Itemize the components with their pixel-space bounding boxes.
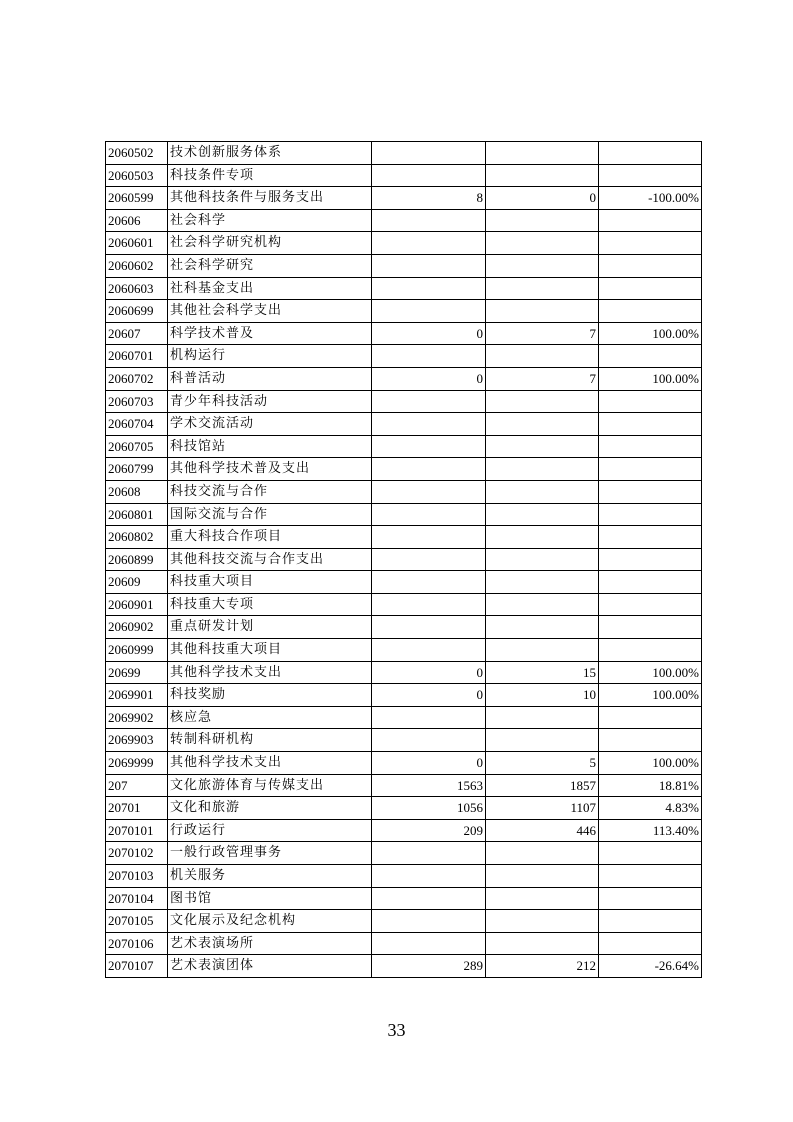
prior-year-value-cell: 209 (372, 819, 486, 842)
account-code-cell: 2060503 (106, 164, 168, 187)
current-year-value-cell (486, 254, 599, 277)
current-year-value-cell (486, 639, 599, 662)
account-name-cell: 科技重大项目 (168, 571, 372, 594)
account-name-cell: 文化和旅游 (168, 797, 372, 820)
change-percent-cell (599, 277, 702, 300)
change-percent-cell: 100.00% (599, 661, 702, 684)
account-code-cell: 20609 (106, 571, 168, 594)
change-percent-cell (599, 300, 702, 323)
current-year-value-cell: 1857 (486, 774, 599, 797)
account-name-cell: 核应急 (168, 706, 372, 729)
account-name-cell: 文化旅游体育与传媒支出 (168, 774, 372, 797)
account-code-cell: 2070107 (106, 955, 168, 978)
current-year-value-cell (486, 413, 599, 436)
account-code-cell: 2070102 (106, 842, 168, 865)
table-row (106, 142, 702, 165)
change-percent-cell (599, 480, 702, 503)
account-name-cell: 其他科学技术支出 (168, 752, 372, 775)
prior-year-value-cell (372, 910, 486, 933)
change-percent-cell (599, 910, 702, 933)
current-year-value-cell (486, 480, 599, 503)
table-row (106, 932, 702, 955)
current-year-value-cell (486, 209, 599, 232)
current-year-value-cell: 212 (486, 955, 599, 978)
prior-year-value-cell: 0 (372, 322, 486, 345)
change-percent-cell (599, 842, 702, 865)
prior-year-value-cell (372, 593, 486, 616)
prior-year-value-cell: 289 (372, 955, 486, 978)
prior-year-value-cell (372, 503, 486, 526)
prior-year-value-cell (372, 706, 486, 729)
account-name-cell: 青少年科技活动 (168, 390, 372, 413)
change-percent-cell (599, 503, 702, 526)
table-row (106, 480, 702, 503)
account-code-cell: 2060601 (106, 232, 168, 255)
prior-year-value-cell (372, 887, 486, 910)
account-name-cell: 科技条件专项 (168, 164, 372, 187)
table-row (106, 187, 702, 210)
account-name-cell: 科普活动 (168, 367, 372, 390)
account-name-cell: 一般行政管理事务 (168, 842, 372, 865)
table-row (106, 661, 702, 684)
current-year-value-cell (486, 706, 599, 729)
table-row (106, 752, 702, 775)
account-name-cell: 社会科学研究机构 (168, 232, 372, 255)
account-code-cell: 2070106 (106, 932, 168, 955)
prior-year-value-cell (372, 345, 486, 368)
change-percent-cell (599, 164, 702, 187)
account-name-cell: 重大科技合作项目 (168, 526, 372, 549)
change-percent-cell (599, 639, 702, 662)
table-row (106, 367, 702, 390)
current-year-value-cell (486, 458, 599, 481)
change-percent-cell: 113.40% (599, 819, 702, 842)
change-percent-cell (599, 254, 702, 277)
prior-year-value-cell (372, 616, 486, 639)
change-percent-cell (599, 616, 702, 639)
current-year-value-cell (486, 390, 599, 413)
current-year-value-cell: 15 (486, 661, 599, 684)
prior-year-value-cell (372, 526, 486, 549)
account-name-cell: 文化展示及纪念机构 (168, 910, 372, 933)
current-year-value-cell (486, 548, 599, 571)
change-percent-cell (599, 413, 702, 436)
account-name-cell: 科学技术普及 (168, 322, 372, 345)
table-row (106, 458, 702, 481)
account-name-cell: 社会科学 (168, 209, 372, 232)
current-year-value-cell (486, 503, 599, 526)
prior-year-value-cell: 0 (372, 367, 486, 390)
current-year-value-cell (486, 932, 599, 955)
account-name-cell: 其他科学技术支出 (168, 661, 372, 684)
account-code-cell: 2060799 (106, 458, 168, 481)
account-name-cell: 技术创新服务体系 (168, 142, 372, 165)
account-code-cell: 2060502 (106, 142, 168, 165)
table-row (106, 232, 702, 255)
table-row (106, 639, 702, 662)
table-row (106, 345, 702, 368)
table-row (106, 435, 702, 458)
account-code-cell: 2070103 (106, 865, 168, 888)
account-code-cell: 2069903 (106, 729, 168, 752)
account-name-cell: 其他科学技术普及支出 (168, 458, 372, 481)
account-name-cell: 其他科技交流与合作支出 (168, 548, 372, 571)
change-percent-cell (599, 345, 702, 368)
table-row (106, 616, 702, 639)
current-year-value-cell (486, 164, 599, 187)
account-code-cell: 2060702 (106, 367, 168, 390)
prior-year-value-cell: 8 (372, 187, 486, 210)
prior-year-value-cell (372, 435, 486, 458)
change-percent-cell (599, 142, 702, 165)
account-name-cell: 行政运行 (168, 819, 372, 842)
change-percent-cell: 18.81% (599, 774, 702, 797)
change-percent-cell: 100.00% (599, 752, 702, 775)
change-percent-cell (599, 232, 702, 255)
account-name-cell: 科技馆站 (168, 435, 372, 458)
account-name-cell: 科技交流与合作 (168, 480, 372, 503)
page-number: 33 (387, 1020, 406, 1040)
prior-year-value-cell (372, 390, 486, 413)
account-name-cell: 学术交流活动 (168, 413, 372, 436)
account-name-cell: 重点研发计划 (168, 616, 372, 639)
account-name-cell: 机关服务 (168, 865, 372, 888)
account-code-cell: 20608 (106, 480, 168, 503)
table-row (106, 706, 702, 729)
prior-year-value-cell (372, 865, 486, 888)
table-row (106, 797, 702, 820)
account-name-cell: 其他科技条件与服务支出 (168, 187, 372, 210)
account-name-cell: 机构运行 (168, 345, 372, 368)
prior-year-value-cell (372, 142, 486, 165)
account-code-cell: 2060999 (106, 639, 168, 662)
account-code-cell: 2069901 (106, 684, 168, 707)
prior-year-value-cell: 0 (372, 684, 486, 707)
change-percent-cell (599, 865, 702, 888)
current-year-value-cell: 5 (486, 752, 599, 775)
table-row (106, 774, 702, 797)
change-percent-cell: 100.00% (599, 684, 702, 707)
account-name-cell: 社会科学研究 (168, 254, 372, 277)
account-code-cell: 20607 (106, 322, 168, 345)
table-row (106, 254, 702, 277)
current-year-value-cell: 1107 (486, 797, 599, 820)
current-year-value-cell: 446 (486, 819, 599, 842)
account-code-cell: 2070104 (106, 887, 168, 910)
account-code-cell: 2060703 (106, 390, 168, 413)
account-code-cell: 20701 (106, 797, 168, 820)
change-percent-cell (599, 458, 702, 481)
current-year-value-cell (486, 865, 599, 888)
prior-year-value-cell (372, 254, 486, 277)
change-percent-cell (599, 209, 702, 232)
current-year-value-cell (486, 842, 599, 865)
account-name-cell: 艺术表演团体 (168, 955, 372, 978)
table-row (106, 209, 702, 232)
change-percent-cell (599, 593, 702, 616)
table-row (106, 887, 702, 910)
current-year-value-cell (486, 910, 599, 933)
prior-year-value-cell (372, 209, 486, 232)
account-name-cell: 国际交流与合作 (168, 503, 372, 526)
table-row (106, 413, 702, 436)
account-code-cell: 2070101 (106, 819, 168, 842)
change-percent-cell: -26.64% (599, 955, 702, 978)
account-code-cell: 2060902 (106, 616, 168, 639)
account-code-cell: 2060602 (106, 254, 168, 277)
current-year-value-cell (486, 571, 599, 594)
table-row (106, 955, 702, 978)
change-percent-cell (599, 887, 702, 910)
prior-year-value-cell (372, 548, 486, 571)
change-percent-cell (599, 548, 702, 571)
current-year-value-cell (486, 729, 599, 752)
change-percent-cell: 4.83% (599, 797, 702, 820)
prior-year-value-cell (372, 639, 486, 662)
change-percent-cell (599, 390, 702, 413)
prior-year-value-cell (372, 277, 486, 300)
table-row (106, 526, 702, 549)
account-code-cell: 2069902 (106, 706, 168, 729)
table-row (106, 865, 702, 888)
current-year-value-cell: 10 (486, 684, 599, 707)
table-row (106, 164, 702, 187)
prior-year-value-cell (372, 932, 486, 955)
table-row (106, 593, 702, 616)
account-name-cell: 科技奖励 (168, 684, 372, 707)
account-name-cell: 社科基金支出 (168, 277, 372, 300)
prior-year-value-cell (372, 300, 486, 323)
table-row (106, 277, 702, 300)
account-code-cell: 2060699 (106, 300, 168, 323)
account-code-cell: 2060802 (106, 526, 168, 549)
account-code-cell: 207 (106, 774, 168, 797)
account-name-cell: 科技重大专项 (168, 593, 372, 616)
current-year-value-cell: 7 (486, 367, 599, 390)
prior-year-value-cell: 1563 (372, 774, 486, 797)
prior-year-value-cell (372, 480, 486, 503)
prior-year-value-cell (372, 571, 486, 594)
current-year-value-cell (486, 300, 599, 323)
prior-year-value-cell: 0 (372, 661, 486, 684)
account-name-cell: 艺术表演场所 (168, 932, 372, 955)
table-row (106, 322, 702, 345)
table-row (106, 390, 702, 413)
current-year-value-cell (486, 142, 599, 165)
current-year-value-cell (486, 887, 599, 910)
change-percent-cell (599, 571, 702, 594)
account-code-cell: 2060603 (106, 277, 168, 300)
current-year-value-cell (486, 526, 599, 549)
current-year-value-cell (486, 277, 599, 300)
table-row (106, 503, 702, 526)
current-year-value-cell (486, 345, 599, 368)
account-code-cell: 2069999 (106, 752, 168, 775)
change-percent-cell: 100.00% (599, 367, 702, 390)
account-code-cell: 2060701 (106, 345, 168, 368)
table-row (106, 729, 702, 752)
account-code-cell: 2060599 (106, 187, 168, 210)
table-row (106, 910, 702, 933)
prior-year-value-cell (372, 232, 486, 255)
account-name-cell: 转制科研机构 (168, 729, 372, 752)
change-percent-cell (599, 932, 702, 955)
change-percent-cell (599, 435, 702, 458)
change-percent-cell: -100.00% (599, 187, 702, 210)
change-percent-cell (599, 729, 702, 752)
current-year-value-cell (486, 232, 599, 255)
account-code-cell: 2060801 (106, 503, 168, 526)
change-percent-cell: 100.00% (599, 322, 702, 345)
account-name-cell: 其他社会科学支出 (168, 300, 372, 323)
prior-year-value-cell (372, 842, 486, 865)
account-code-cell: 2070105 (106, 910, 168, 933)
account-code-cell: 20699 (106, 661, 168, 684)
account-code-cell: 20606 (106, 209, 168, 232)
current-year-value-cell: 0 (486, 187, 599, 210)
budget-table (105, 141, 702, 978)
account-name-cell: 其他科技重大项目 (168, 639, 372, 662)
current-year-value-cell (486, 435, 599, 458)
account-code-cell: 2060901 (106, 593, 168, 616)
prior-year-value-cell (372, 164, 486, 187)
account-code-cell: 2060704 (106, 413, 168, 436)
account-code-cell: 2060705 (106, 435, 168, 458)
account-name-cell: 图书馆 (168, 887, 372, 910)
prior-year-value-cell: 0 (372, 752, 486, 775)
table-row (106, 819, 702, 842)
table-row (106, 842, 702, 865)
current-year-value-cell: 7 (486, 322, 599, 345)
account-code-cell: 2060899 (106, 548, 168, 571)
change-percent-cell (599, 526, 702, 549)
change-percent-cell (599, 706, 702, 729)
table-row (106, 684, 702, 707)
prior-year-value-cell (372, 729, 486, 752)
current-year-value-cell (486, 593, 599, 616)
table-row (106, 571, 702, 594)
table-row (106, 300, 702, 323)
table-row (106, 548, 702, 571)
budget-table-body (106, 142, 702, 978)
prior-year-value-cell (372, 413, 486, 436)
prior-year-value-cell (372, 458, 486, 481)
current-year-value-cell (486, 616, 599, 639)
prior-year-value-cell: 1056 (372, 797, 486, 820)
